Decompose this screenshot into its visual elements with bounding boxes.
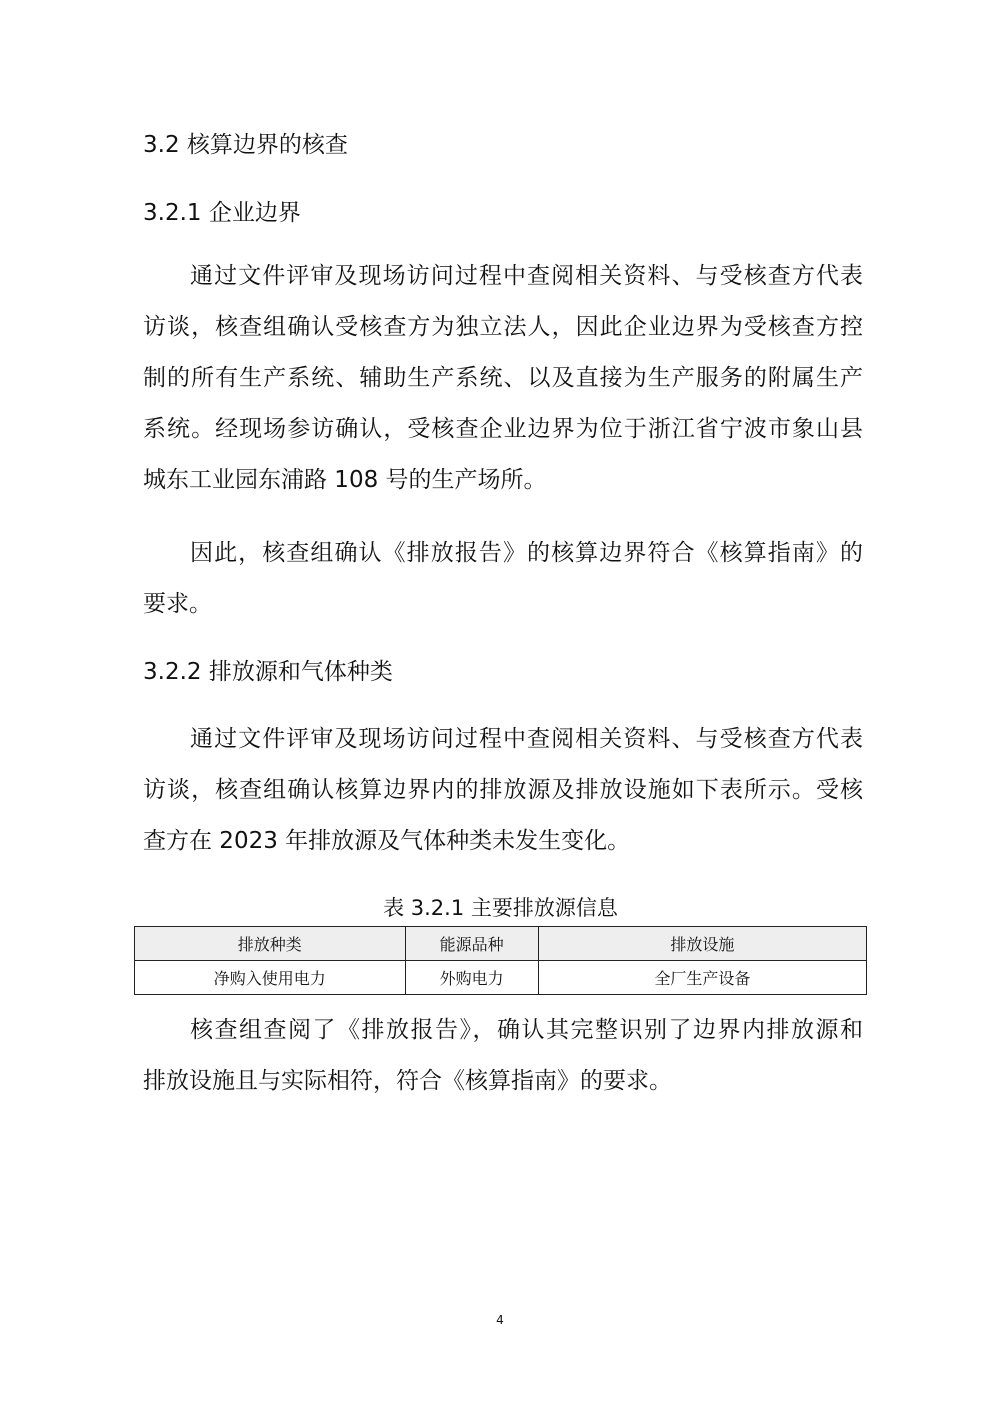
- section-3-2-2-title: 3.2.2 排放源和气体种类: [143, 659, 393, 685]
- text-line: 查方在 2023 年排放源及气体种类未发生变化。: [143, 828, 631, 854]
- table-header-row: [135, 927, 867, 961]
- table-header-cell: 排放种类: [135, 927, 406, 961]
- table-row: [135, 961, 867, 995]
- text-line: 核查组查阅了《排放报告》，确认其完整识别了边界内排放源和: [190, 1017, 863, 1043]
- paragraph-verification-conclusion: [143, 1005, 863, 1107]
- text-line: 访谈，核查组确认受核查方为独立法人，因此企业边界为受核查方控: [143, 314, 863, 340]
- text-line: 制的所有生产系统、辅助生产系统、以及直接为生产服务的附属生产: [143, 365, 863, 391]
- table-header-cell: 排放设施: [538, 927, 866, 961]
- paragraph-boundary-conclusion: [143, 528, 863, 630]
- text-line: 通过文件评审及现场访问过程中查阅相关资料、与受核查方代表: [190, 726, 863, 752]
- page-number: 4: [496, 1313, 504, 1327]
- table-caption: 表 3.2.1 主要排放源信息: [383, 896, 618, 920]
- text-line: 通过文件评审及现场访问过程中查阅相关资料、与受核查方代表: [190, 263, 863, 289]
- text-line: 排放设施且与实际相符，符合《核算指南》的要求。: [143, 1068, 672, 1094]
- paragraph-enterprise-boundary: [143, 251, 863, 506]
- emission-source-table: [134, 926, 867, 995]
- text-line: 因此，核查组确认《排放报告》的核算边界符合《核算指南》的: [190, 540, 863, 566]
- table-cell: 全厂生产设备: [538, 961, 866, 995]
- text-line: 访谈，核查组确认核算边界内的排放源及排放设施如下表所示。受核: [143, 777, 863, 803]
- section-3-2-title: 3.2 核算边界的核查: [143, 132, 348, 158]
- table-cell: 外购电力: [405, 961, 538, 995]
- paragraph-emission-sources: [143, 714, 863, 867]
- table-header-cell: 能源品种: [405, 927, 538, 961]
- text-line: 系统。经现场参访确认，受核查企业边界为位于浙江省宁波市象山县: [143, 416, 863, 442]
- text-line: 要求。: [143, 591, 212, 617]
- table-cell: 净购入使用电力: [135, 961, 406, 995]
- section-3-2-1-title: 3.2.1 企业边界: [143, 200, 301, 226]
- text-line: 城东工业园东浦路 108 号的生产场所。: [143, 467, 547, 493]
